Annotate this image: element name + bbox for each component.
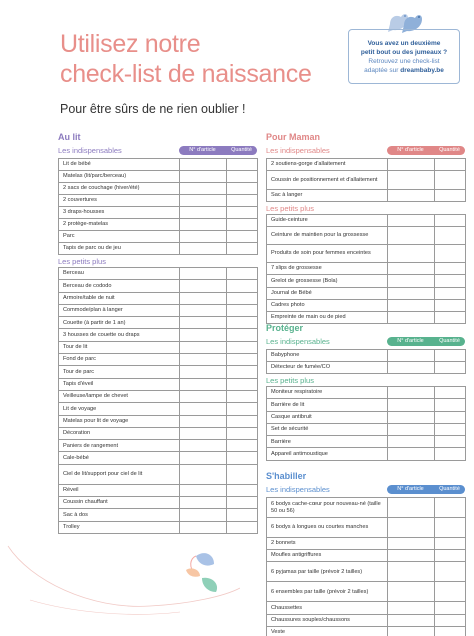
quantity-cell[interactable]: [227, 497, 258, 509]
checklist-row: [267, 227, 466, 245]
article-number-cell[interactable]: [388, 387, 435, 399]
quantity-cell[interactable]: [227, 354, 258, 366]
quantity-cell[interactable]: [435, 387, 466, 399]
article-number-cell[interactable]: [180, 521, 227, 533]
checklist-row: [267, 582, 466, 602]
article-number-cell[interactable]: [180, 452, 227, 464]
item-label: 2 sacs de couchage (hiver/été): [59, 183, 180, 195]
quantity-cell[interactable]: [227, 268, 258, 280]
article-number-cell[interactable]: [388, 350, 435, 362]
item-label: Lit de bébé: [59, 159, 180, 171]
item-label: Chaussettes: [267, 602, 388, 614]
item-label: Appareil antimoustique: [267, 448, 388, 460]
item-label: Journal de Bébé: [267, 287, 388, 299]
checklist-row: [59, 484, 258, 496]
item-label: Paniers de rangement: [59, 440, 180, 452]
checklist-row: [59, 509, 258, 521]
article-number-cell[interactable]: [388, 411, 435, 423]
article-number-cell[interactable]: [180, 497, 227, 509]
article-number-cell[interactable]: [388, 215, 435, 227]
checklist-row: [59, 378, 258, 390]
column-header-pill: [387, 485, 465, 494]
quantity-cell[interactable]: [227, 317, 258, 329]
article-number-cell[interactable]: [180, 341, 227, 353]
section-proteger: [266, 323, 465, 461]
checklist-row: [267, 538, 466, 550]
checklist-row: [267, 423, 466, 435]
article-number-cell[interactable]: [180, 268, 227, 280]
article-number-cell[interactable]: [180, 219, 227, 231]
checklist-row: [267, 448, 466, 460]
item-label: 3 housses de couette ou draps: [59, 329, 180, 341]
promo-line2: petit bout ou des jumeaux ?: [360, 49, 448, 56]
checklist-table: [266, 497, 466, 636]
promo-line1: Vous avez un deuxième: [367, 40, 441, 47]
quantity-cell[interactable]: [227, 231, 258, 243]
quantity-cell[interactable]: [435, 399, 466, 411]
quantity-cell[interactable]: [227, 280, 258, 292]
quantity-cell[interactable]: [435, 311, 466, 323]
checklist-row: [59, 317, 258, 329]
quantity-cell[interactable]: [227, 243, 258, 255]
article-number-cell[interactable]: [388, 582, 435, 602]
checklist-table: [266, 214, 466, 324]
quantity-cell[interactable]: [227, 171, 258, 183]
checklist-row: [59, 440, 258, 452]
item-label: 6 bodys à longues ou courtes manches: [267, 518, 388, 538]
item-label: Ceinture de maintien pour la grossesse: [267, 227, 388, 245]
section-au-lit: [58, 132, 257, 534]
section-title: Protéger: [266, 323, 304, 333]
section-pour-maman: [266, 132, 465, 324]
article-number-cell[interactable]: [388, 436, 435, 448]
item-label: Trolley: [59, 521, 180, 533]
checklist-table: [58, 158, 258, 255]
quantity-cell[interactable]: [435, 263, 466, 275]
article-number-cell[interactable]: [180, 183, 227, 195]
quantity-cell[interactable]: [435, 227, 466, 245]
article-number-cell[interactable]: [388, 448, 435, 460]
article-number-cell[interactable]: [388, 263, 435, 275]
quantity-cell[interactable]: [435, 159, 466, 171]
column-quantity-header: Quantité: [439, 486, 460, 492]
article-number-cell[interactable]: [388, 159, 435, 171]
article-number-cell[interactable]: [388, 287, 435, 299]
checklist-row: [267, 311, 466, 323]
checklist-row: [267, 562, 466, 582]
item-label: 2 soutiens-gorge d'allaitement: [267, 159, 388, 171]
article-number-cell[interactable]: [180, 304, 227, 316]
article-number-cell[interactable]: [388, 171, 435, 190]
checklist-row: [267, 411, 466, 423]
article-number-cell[interactable]: [180, 171, 227, 183]
article-number-cell[interactable]: [388, 562, 435, 582]
item-label: Réveil: [59, 484, 180, 496]
checklist-row: [267, 299, 466, 311]
article-number-cell[interactable]: [180, 403, 227, 415]
checklist-row: [267, 362, 466, 374]
item-label: Veste: [267, 626, 388, 636]
quantity-cell[interactable]: [227, 366, 258, 378]
article-number-cell[interactable]: [180, 231, 227, 243]
column-number-header: N° d'article: [189, 147, 216, 153]
article-number-cell[interactable]: [180, 329, 227, 341]
quantity-cell[interactable]: [435, 602, 466, 614]
article-number-cell[interactable]: [388, 275, 435, 287]
article-number-cell[interactable]: [180, 243, 227, 255]
article-number-cell[interactable]: [388, 362, 435, 374]
item-label: Ciel de lit/support pour ciel de lit: [59, 464, 180, 484]
item-label: Sac à langer: [267, 190, 388, 202]
checklist-row: [267, 215, 466, 227]
page-title-line2: check-list de naissance: [60, 60, 312, 88]
item-label: Matelas pour lit de voyage: [59, 415, 180, 427]
checklist-row: [59, 183, 258, 195]
checklist-row: [59, 280, 258, 292]
quantity-cell[interactable]: [227, 403, 258, 415]
item-label: Barrière: [267, 436, 388, 448]
quantity-cell[interactable]: [435, 538, 466, 550]
section-title: Pour Maman: [266, 132, 321, 142]
quantity-cell[interactable]: [227, 484, 258, 496]
article-number-cell[interactable]: [180, 440, 227, 452]
article-number-cell[interactable]: [388, 311, 435, 323]
checklist-row: [59, 171, 258, 183]
section-title: Au lit: [58, 132, 81, 142]
article-number-cell[interactable]: [388, 538, 435, 550]
article-number-cell[interactable]: [180, 378, 227, 390]
item-label: Coussin chauffant: [59, 497, 180, 509]
promo-link[interactable]: dreambaby.be: [400, 67, 444, 74]
item-label: Tour de parc: [59, 366, 180, 378]
quantity-cell[interactable]: [227, 207, 258, 219]
item-label: 7 slips de grossesse: [267, 263, 388, 275]
quantity-cell[interactable]: [435, 287, 466, 299]
item-label: Moufles antigriffures: [267, 550, 388, 562]
article-number-cell[interactable]: [180, 390, 227, 402]
quantity-cell[interactable]: [435, 171, 466, 190]
quantity-cell[interactable]: [435, 498, 466, 518]
item-label: Casque antibruit: [267, 411, 388, 423]
checklist-row: [267, 263, 466, 275]
checklist-row: [267, 602, 466, 614]
checklist-row: [59, 366, 258, 378]
checklist-row: [59, 207, 258, 219]
column-header-pill: [387, 337, 465, 346]
article-number-cell[interactable]: [388, 498, 435, 518]
article-number-cell[interactable]: [388, 614, 435, 626]
item-label: Matelas (lit/parc/berceau): [59, 171, 180, 183]
checklist-row: [59, 354, 258, 366]
checklist-table: [266, 386, 466, 461]
quantity-cell[interactable]: [227, 464, 258, 484]
item-label: Coussin de positionnement et d'allaitement: [267, 171, 388, 190]
article-number-cell[interactable]: [388, 299, 435, 311]
quantity-cell[interactable]: [435, 299, 466, 311]
article-number-cell[interactable]: [388, 518, 435, 538]
item-label: Empreinte de main ou de pied: [267, 311, 388, 323]
checklist-row: [59, 521, 258, 533]
checklist-row: [267, 498, 466, 518]
item-label: Grelot de grossesse (Bola): [267, 275, 388, 287]
checklist-row: [59, 304, 258, 316]
item-label: 6 bodys cache-cœur pour nouveau-né (taille 50 ou 56): [267, 498, 388, 518]
item-label: 2 protège-matelas: [59, 219, 180, 231]
checklist-table: [58, 267, 258, 534]
article-number-cell[interactable]: [180, 292, 227, 304]
quantity-cell[interactable]: [227, 329, 258, 341]
article-number-cell[interactable]: [180, 484, 227, 496]
promo-line3: Retrouvez une check-list: [368, 58, 440, 65]
group-label-indispensables: Les indispensables: [266, 145, 330, 155]
item-label: Décoration: [59, 427, 180, 439]
quantity-cell[interactable]: [435, 362, 466, 374]
checklist-row: [59, 464, 258, 484]
quantity-cell[interactable]: [227, 452, 258, 464]
article-number-cell[interactable]: [388, 190, 435, 202]
checklist-row: [267, 518, 466, 538]
checklist-row: [59, 219, 258, 231]
item-label: 6 ensembles par taille (prévoir 2 tailles): [267, 582, 388, 602]
article-number-cell[interactable]: [180, 159, 227, 171]
article-number-cell[interactable]: [180, 464, 227, 484]
checklist-row: [267, 399, 466, 411]
quantity-cell[interactable]: [435, 626, 466, 636]
group-label-petits-plus: Les petits plus: [58, 257, 106, 266]
quantity-cell[interactable]: [227, 219, 258, 231]
quantity-cell[interactable]: [227, 390, 258, 402]
item-label: Barrière de lit: [267, 399, 388, 411]
quantity-cell[interactable]: [227, 509, 258, 521]
checklist-row: [59, 195, 258, 207]
quantity-cell[interactable]: [227, 292, 258, 304]
quantity-cell[interactable]: [435, 215, 466, 227]
article-number-cell[interactable]: [180, 207, 227, 219]
quantity-cell[interactable]: [435, 423, 466, 435]
article-number-cell[interactable]: [180, 317, 227, 329]
checklist-table: [266, 158, 466, 202]
checklist-row: [267, 436, 466, 448]
quantity-cell[interactable]: [227, 440, 258, 452]
item-label: 3 draps-housses: [59, 207, 180, 219]
quantity-cell[interactable]: [435, 614, 466, 626]
section-shabiller: [266, 471, 465, 636]
checklist-row: [267, 387, 466, 399]
quantity-cell[interactable]: [435, 275, 466, 287]
article-number-cell[interactable]: [180, 427, 227, 439]
quantity-cell[interactable]: [227, 195, 258, 207]
article-number-cell[interactable]: [388, 626, 435, 636]
item-label: Détecteur de fumée/CO: [267, 362, 388, 374]
quantity-cell[interactable]: [435, 436, 466, 448]
column-number-header: N° d'article: [397, 338, 424, 344]
quantity-cell[interactable]: [227, 378, 258, 390]
article-number-cell[interactable]: [180, 354, 227, 366]
checklist-row: [59, 292, 258, 304]
promo-line4: adaptée sur: [364, 67, 401, 74]
quantity-cell[interactable]: [227, 159, 258, 171]
checklist-row: [59, 390, 258, 402]
item-label: Berceau de cododo: [59, 280, 180, 292]
item-label: Babyphone: [267, 350, 388, 362]
quantity-cell[interactable]: [435, 582, 466, 602]
checklist-row: [267, 245, 466, 263]
checklist-row: [59, 231, 258, 243]
article-number-cell[interactable]: [180, 280, 227, 292]
article-number-cell[interactable]: [388, 227, 435, 245]
quantity-cell[interactable]: [227, 415, 258, 427]
item-label: Armoire/table de nuit: [59, 292, 180, 304]
column-quantity-header: Quantité: [439, 338, 460, 344]
item-label: Fond de parc: [59, 354, 180, 366]
checklist-row: [267, 171, 466, 190]
quantity-cell[interactable]: [227, 183, 258, 195]
quantity-cell[interactable]: [227, 427, 258, 439]
item-label: Sac à dos: [59, 509, 180, 521]
checklist-row: [267, 287, 466, 299]
checklist-row: [59, 427, 258, 439]
checklist-row: [267, 350, 466, 362]
quantity-cell[interactable]: [227, 341, 258, 353]
quantity-cell[interactable]: [435, 518, 466, 538]
checklist-row: [267, 550, 466, 562]
group-label-petits-plus: Les petits plus: [266, 376, 314, 385]
item-label: 6 pyjamas par taille (prévoir 2 tailles): [267, 562, 388, 582]
checklist-row: [59, 329, 258, 341]
article-number-cell[interactable]: [180, 415, 227, 427]
checklist-row: [267, 275, 466, 287]
article-number-cell[interactable]: [388, 550, 435, 562]
quantity-cell[interactable]: [435, 190, 466, 202]
item-label: Cadres photo: [267, 299, 388, 311]
checklist-row: [267, 626, 466, 636]
quantity-cell[interactable]: [435, 562, 466, 582]
article-number-cell[interactable]: [388, 602, 435, 614]
article-number-cell[interactable]: [180, 195, 227, 207]
item-label: Guide-ceinture: [267, 215, 388, 227]
item-label: Moniteur respiratoire: [267, 387, 388, 399]
group-label-indispensables: Les indispensables: [266, 336, 330, 346]
item-label: Veilleuse/lampe de chevet: [59, 390, 180, 402]
item-label: Lit de voyage: [59, 403, 180, 415]
article-number-cell[interactable]: [388, 399, 435, 411]
item-label: Cale-bébé: [59, 452, 180, 464]
item-label: Produits de soin pour femmes enceintes: [267, 245, 388, 263]
quantity-cell[interactable]: [227, 521, 258, 533]
column-number-header: N° d'article: [397, 486, 424, 492]
group-label-petits-plus: Les petits plus: [266, 204, 314, 213]
checklist-row: [59, 341, 258, 353]
checklist-row: [59, 497, 258, 509]
item-label: Parc: [59, 231, 180, 243]
quantity-cell[interactable]: [435, 350, 466, 362]
page-subtitle: Pour être sûrs de ne rien oublier !: [60, 102, 246, 116]
page-title-line1: Utilisez notre: [60, 30, 201, 58]
checklist-row: [267, 614, 466, 626]
item-label: Tapis de parc ou de jeu: [59, 243, 180, 255]
section-title: S'habiller: [266, 471, 307, 481]
column-quantity-header: Quantité: [439, 147, 460, 153]
item-label: 2 bonnets: [267, 538, 388, 550]
quantity-cell[interactable]: [227, 304, 258, 316]
decorative-leaves-icon: [0, 540, 240, 636]
checklist-row: [59, 403, 258, 415]
checklist-row: [267, 159, 466, 171]
checklist-row: [267, 190, 466, 202]
article-number-cell[interactable]: [180, 366, 227, 378]
quantity-cell[interactable]: [435, 448, 466, 460]
item-label: Tour de lit: [59, 341, 180, 353]
item-label: Set de sécurité: [267, 423, 388, 435]
group-label-indispensables: Les indispensables: [58, 145, 122, 155]
item-label: Commode/plan à langer: [59, 304, 180, 316]
checklist-row: [59, 243, 258, 255]
article-number-cell[interactable]: [180, 509, 227, 521]
column-header-pill: [179, 146, 257, 155]
checklist-row: [59, 159, 258, 171]
article-number-cell[interactable]: [388, 423, 435, 435]
group-label-indispensables: Les indispensables: [266, 484, 330, 494]
column-quantity-header: Quantité: [231, 147, 252, 153]
article-number-cell[interactable]: [388, 245, 435, 263]
checklist-table: [266, 349, 466, 374]
quantity-cell[interactable]: [435, 245, 466, 263]
item-label: Berceau: [59, 268, 180, 280]
checklist-row: [59, 268, 258, 280]
column-number-header: N° d'article: [397, 147, 424, 153]
promo-box: [348, 29, 460, 84]
item-label: Tapis d'éveil: [59, 378, 180, 390]
checklist-row: [59, 415, 258, 427]
column-header-pill: [387, 146, 465, 155]
item-label: Chaussures souples/chaussons: [267, 614, 388, 626]
checklist-row: [59, 452, 258, 464]
quantity-cell[interactable]: [435, 411, 466, 423]
quantity-cell[interactable]: [435, 550, 466, 562]
item-label: Couette (à partir de 1 an): [59, 317, 180, 329]
item-label: 2 couvertures: [59, 195, 180, 207]
